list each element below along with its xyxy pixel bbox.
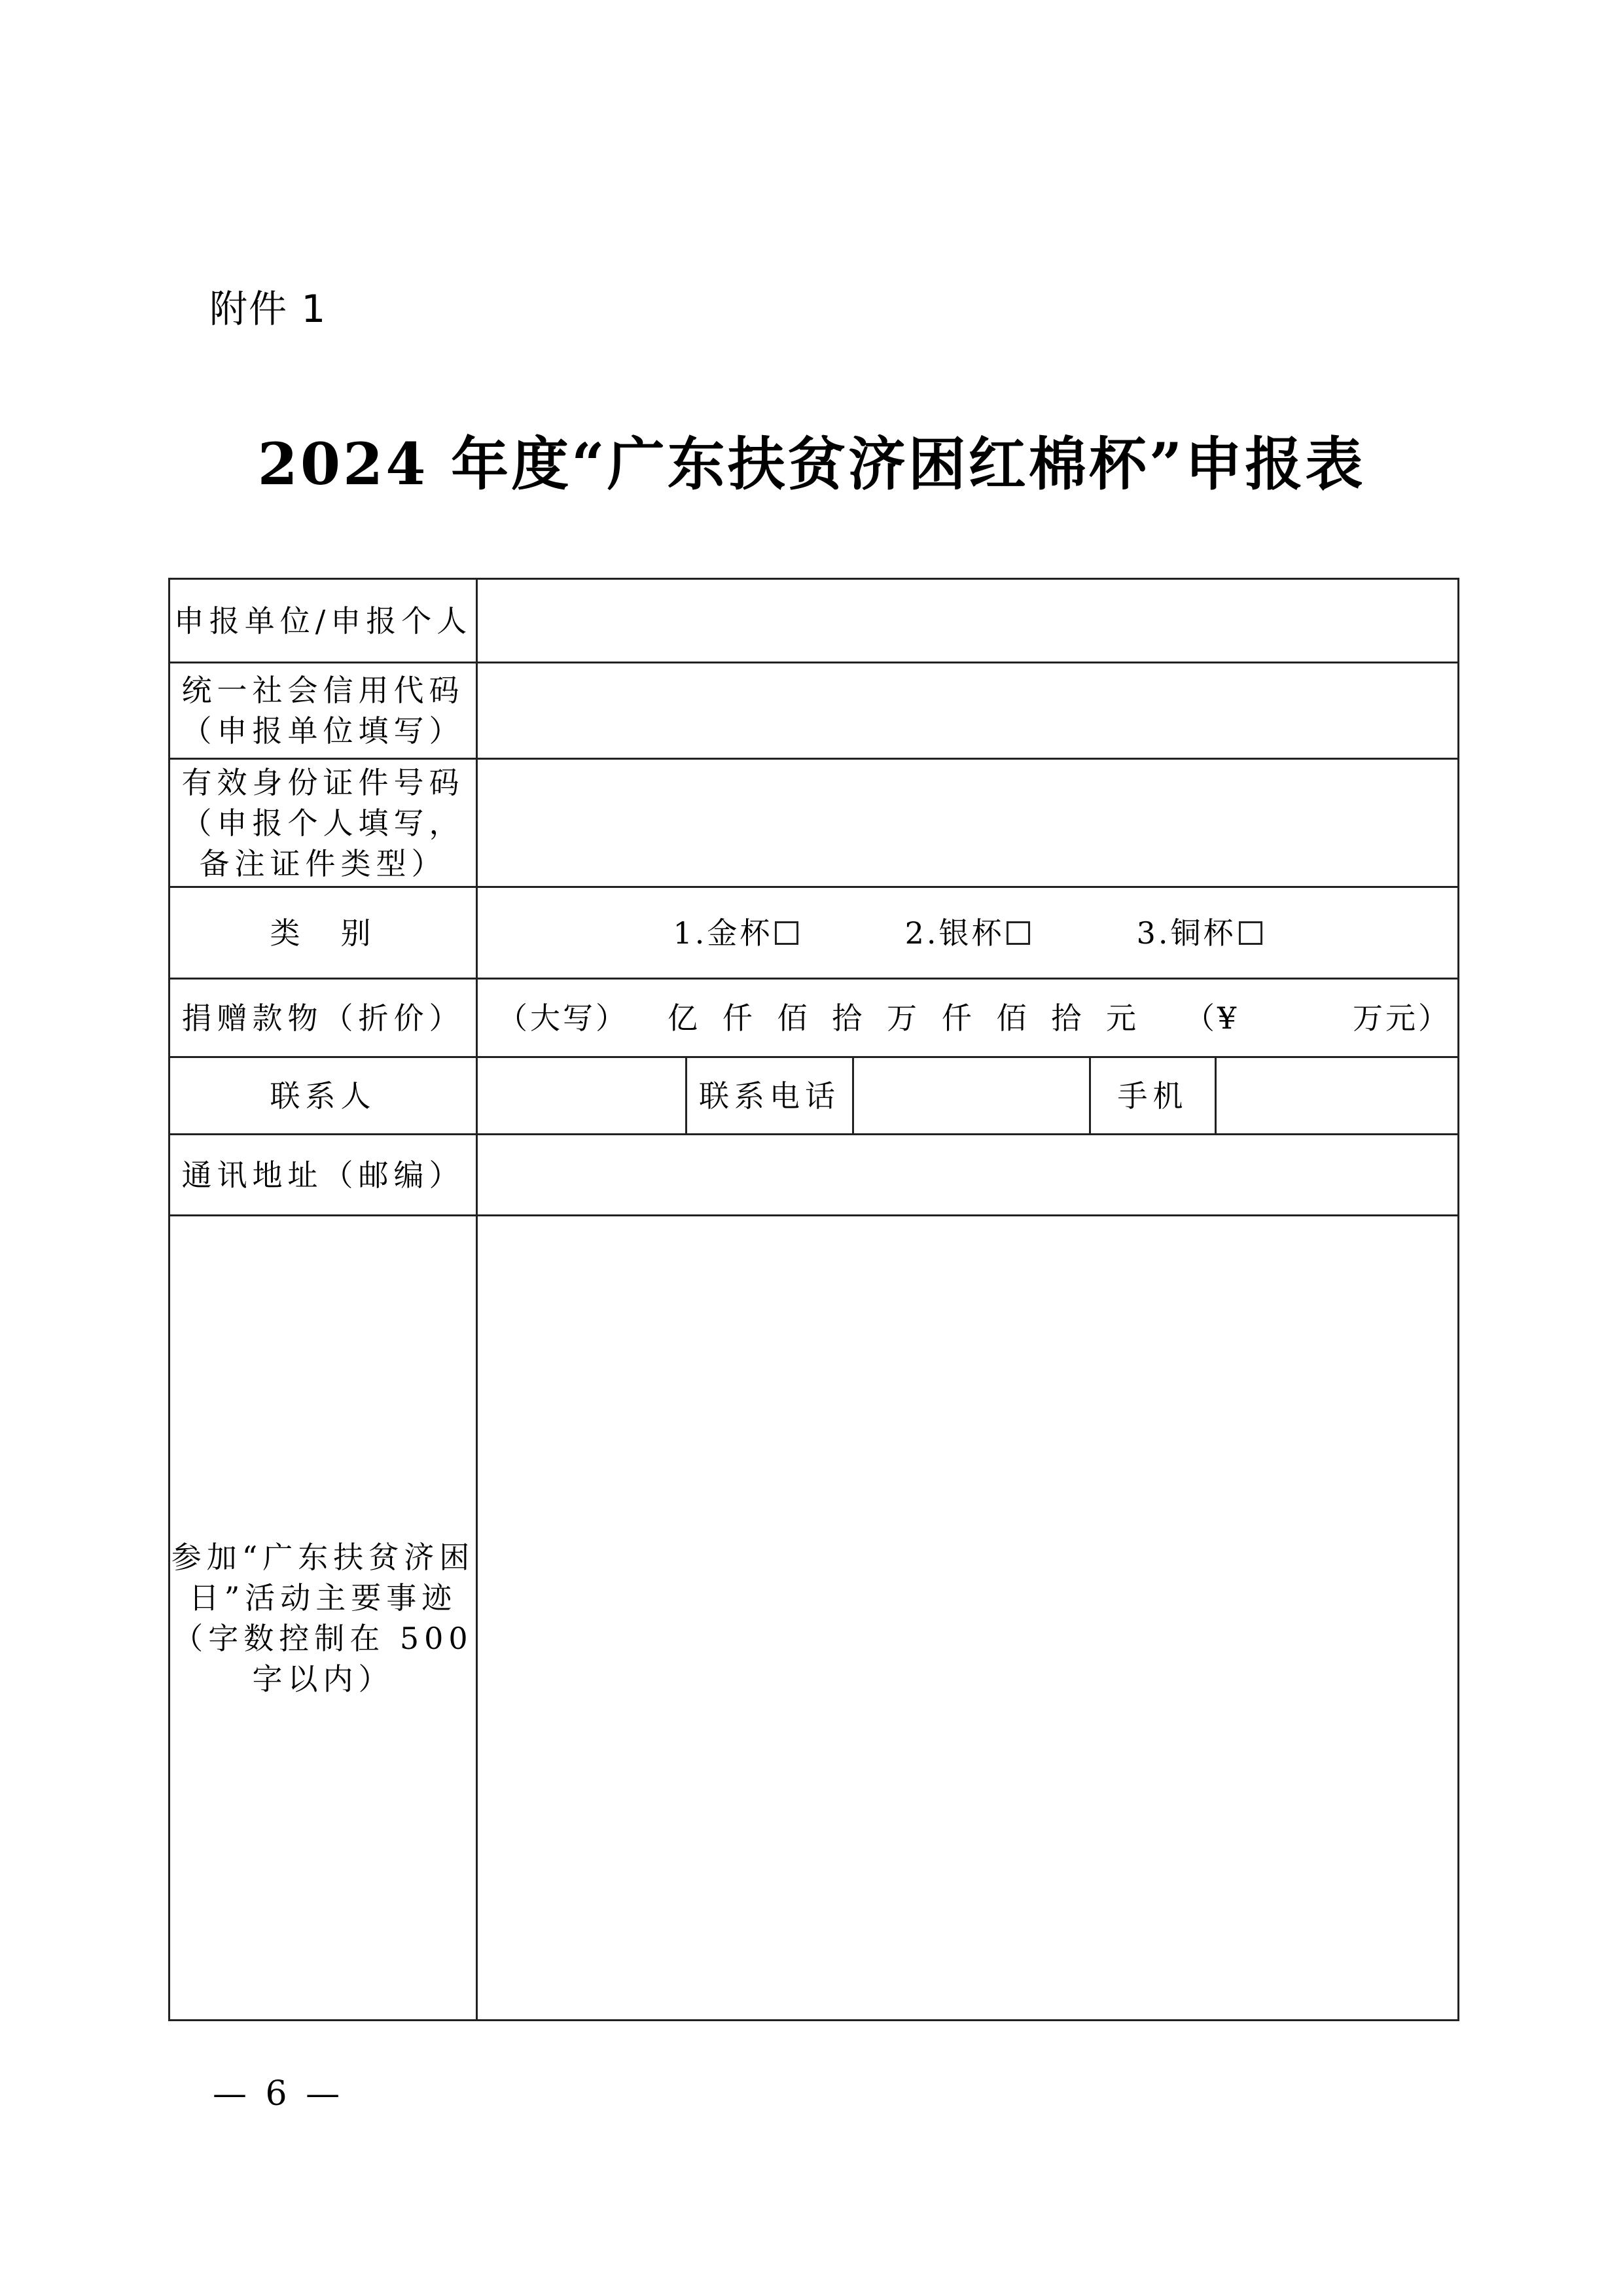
page-number: — 6 — xyxy=(213,2074,344,2113)
unit-shi: 拾 xyxy=(832,1000,865,1036)
category-option-bronze[interactable] xyxy=(1137,913,1262,953)
checkbox-icon[interactable] xyxy=(775,921,798,945)
credit-code-row xyxy=(169,663,1459,759)
checkbox-icon[interactable] xyxy=(1239,921,1262,945)
donation-row xyxy=(169,979,1459,1057)
deeds-label-line3: （字数控制在 500 xyxy=(173,1620,473,1656)
unit-qian-2: 仟 xyxy=(941,1000,974,1036)
category-option-gold[interactable] xyxy=(673,913,799,953)
unit-bai-2: 佰 xyxy=(996,1000,1029,1036)
attachment-label: 附件 1 xyxy=(209,287,327,331)
credit-code-label-cell xyxy=(169,663,477,759)
phone-field[interactable] xyxy=(853,1057,1090,1135)
form-title: 2024 年度“广东扶贫济困红棉杯”申报表 xyxy=(257,430,1366,498)
deeds-row xyxy=(169,1216,1459,2021)
category-silver-label: 2.银杯 xyxy=(904,915,1005,951)
mobile-field[interactable] xyxy=(1216,1057,1459,1135)
id-note-line2: 备注证件类型） xyxy=(199,845,447,881)
unit-yi: 亿 xyxy=(668,1000,700,1036)
address-label: 通讯地址（邮编） xyxy=(169,1135,477,1216)
id-field[interactable] xyxy=(477,759,1459,887)
donation-capital-label: （大写） xyxy=(497,1000,628,1036)
category-option-silver[interactable] xyxy=(905,913,1031,953)
applicant-field[interactable] xyxy=(477,579,1459,663)
category-gold-label: 1.金杯 xyxy=(673,915,773,951)
credit-code-note: （申报单位填写） xyxy=(181,713,465,749)
id-row xyxy=(169,759,1459,887)
donation-field[interactable] xyxy=(477,979,1459,1057)
deeds-field[interactable] xyxy=(477,1216,1459,2021)
mobile-label: 手机 xyxy=(1090,1057,1216,1135)
applicant-label: 申报单位/申报个人 xyxy=(169,579,477,663)
category-label: 类 别 xyxy=(169,887,477,979)
donation-units xyxy=(668,998,1139,1038)
address-row xyxy=(169,1135,1459,1216)
donation-yen-label: （¥ xyxy=(1185,1000,1240,1036)
contact-label: 联系人 xyxy=(169,1057,477,1135)
id-label-cell xyxy=(169,759,477,887)
donation-wan-label: 万元） xyxy=(1353,1000,1452,1036)
address-field[interactable] xyxy=(477,1135,1459,1216)
unit-wan: 万 xyxy=(887,1000,919,1036)
deeds-label-line4: 字以内） xyxy=(252,1661,394,1697)
unit-shi-2: 拾 xyxy=(1051,1000,1084,1036)
deeds-label-line1: 参加“广东扶贫济困 xyxy=(171,1539,475,1575)
application-form xyxy=(168,578,1459,2021)
phone-label: 联系电话 xyxy=(687,1057,853,1135)
category-options xyxy=(477,887,1459,979)
id-label: 有效身份证件号码 xyxy=(181,764,465,800)
unit-bai: 佰 xyxy=(777,1000,810,1036)
applicant-row xyxy=(169,579,1459,663)
deeds-label-line2: 日”活动主要事迹 xyxy=(188,1580,457,1616)
donation-label: 捐赠款物（折价） xyxy=(169,979,477,1057)
category-bronze-label: 3.铜杯 xyxy=(1136,915,1236,951)
category-row xyxy=(169,887,1459,979)
credit-code-label: 统一社会信用代码 xyxy=(181,673,465,708)
credit-code-field[interactable] xyxy=(477,663,1459,759)
unit-yuan: 元 xyxy=(1106,1000,1139,1036)
unit-qian: 仟 xyxy=(722,1000,755,1036)
checkbox-icon[interactable] xyxy=(1007,921,1030,945)
contact-row xyxy=(169,1057,1459,1135)
id-note-line1: （申报个人填写， xyxy=(181,805,465,841)
contact-field[interactable] xyxy=(477,1057,687,1135)
deeds-label-cell xyxy=(169,1216,477,2021)
